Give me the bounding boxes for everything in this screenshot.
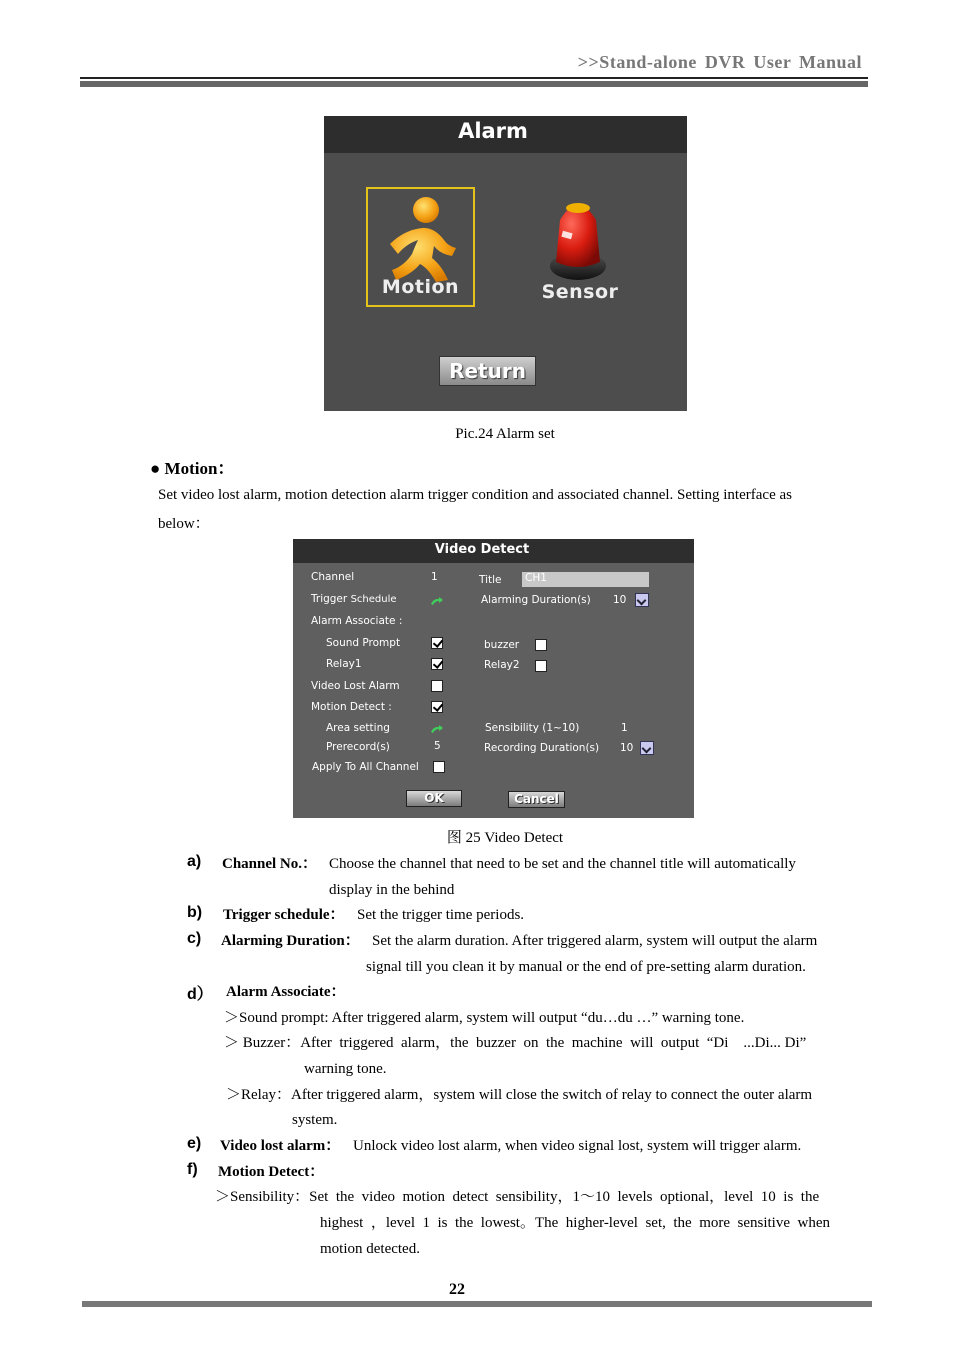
trigger-label: Trigger <box>311 593 348 605</box>
item-a-text-2: display in the behind <box>329 882 455 898</box>
recording-duration-dropdown[interactable] <box>640 741 654 755</box>
video-detect-title: Video Detect <box>434 542 530 557</box>
motion-intro <box>158 481 862 539</box>
item-c-text-1: Set the alarm duration. After triggered alarm, system will output the alarm <box>372 933 818 949</box>
sensibility-value[interactable]: 1 <box>621 722 628 734</box>
item-d2-text-1: ＞ Buzzer：After triggered alarm，the buzzer on the machine will output “Di ...Di... Di” <box>224 1035 807 1051</box>
motion-section-heading: ● Motion： <box>150 459 235 478</box>
recording-duration-value: 10 <box>620 742 634 754</box>
channel-value[interactable]: 1 <box>431 571 438 583</box>
alarming-duration-value: 10 <box>613 594 627 606</box>
sound-prompt-checkbox[interactable] <box>431 637 443 649</box>
figure-caption-24: Pic.24 Alarm set <box>455 426 555 442</box>
prerecord-label: Prerecord(s) <box>326 741 390 753</box>
item-a-text-1: Choose the channel that need to be set and the channel title will automatically <box>329 856 796 872</box>
item-b-text: Set the trigger time periods. <box>357 907 525 923</box>
item-e-label: Video lost alarm： <box>220 1138 341 1154</box>
header-rule-thin <box>80 77 868 79</box>
item-d3-text-2: system. <box>292 1112 338 1128</box>
motion-detect-label: Motion Detect : <box>311 701 392 713</box>
item-f-label: Motion Detect： <box>218 1164 325 1180</box>
alarming-duration-dropdown[interactable] <box>635 593 649 607</box>
schedule-arrow-icon[interactable] <box>431 597 443 605</box>
item-d2-text-2: warning tone. <box>304 1061 387 1077</box>
item-d3-text-1: ＞Relay：After triggered alarm，system will close the switch of relay to connect the outer alarm <box>226 1087 813 1103</box>
intro-line-2: below： <box>158 516 210 532</box>
alarming-duration-label: Alarming Duration(s) <box>481 594 591 606</box>
item-f1-text-3: motion detected. <box>320 1241 420 1257</box>
cancel-button[interactable]: Cancel <box>508 791 565 808</box>
item-f-marker: f) <box>187 1161 198 1178</box>
item-c-label: Alarming Duration： <box>221 933 360 949</box>
footer-rule <box>82 1301 872 1307</box>
item-c-marker: c) <box>187 930 202 947</box>
alarm-dialog <box>324 116 687 411</box>
alarm-siren-icon[interactable] <box>542 196 612 282</box>
alarm-associate-label: Alarm Associate : <box>311 615 403 627</box>
recording-duration-label: Recording Duration(s) <box>484 742 600 754</box>
item-f1-text-2: highest ，level 1 is the lowest。The higher-level set, the more sensitive when <box>320 1215 831 1231</box>
figure-caption-25: 图 25 Video Detect <box>446 830 564 846</box>
relay2-checkbox[interactable] <box>535 660 547 672</box>
item-c-text-2: signal till you clean it by manual or the end of pre-setting alarm duration. <box>366 959 806 975</box>
return-button[interactable]: Return <box>439 356 536 386</box>
alarm-title: Alarm <box>458 119 528 143</box>
video-lost-label: Video Lost Alarm <box>311 680 400 692</box>
intro-line-1: Set video lost alarm, motion detection alarm trigger condition and associated channel. Setting interface as <box>158 487 792 503</box>
item-b-marker: b) <box>187 904 203 921</box>
trigger-schedule-label <box>311 593 397 605</box>
item-d-marker: d） <box>187 986 213 1003</box>
item-d-label: Alarm Associate： <box>226 984 346 1000</box>
item-a-marker: a) <box>187 853 202 870</box>
item-d1-text: ＞Sound prompt: After triggered alarm, system will output “du…du …” warning tone. <box>224 1010 745 1026</box>
header-rule-thick <box>80 81 868 87</box>
running-man-icon <box>382 194 460 282</box>
schedule-label: Schedule <box>350 594 397 605</box>
motion-label: Motion <box>381 276 460 298</box>
sensor-label: Sensor <box>541 281 619 303</box>
buzzer-label: buzzer <box>484 639 520 651</box>
relay1-label: Relay1 <box>326 658 362 670</box>
apply-all-label: Apply To All Channel <box>312 761 419 773</box>
running-header: >>Stand-alone DVR User Manual <box>577 52 862 72</box>
title-label: Title <box>479 574 502 586</box>
video-lost-checkbox[interactable] <box>431 680 443 692</box>
title-field[interactable] <box>522 572 649 587</box>
relay2-label: Relay2 <box>484 659 520 671</box>
item-e-text: Unlock video lost alarm, when video signal lost, system will trigger alarm. <box>353 1138 802 1154</box>
ok-button[interactable]: OK <box>406 790 462 807</box>
area-setting-arrow-icon[interactable] <box>431 725 443 733</box>
area-setting-label: Area setting <box>326 722 390 734</box>
item-a-label: Channel No.： <box>222 856 318 872</box>
sensibility-label: Sensibility (1~10) <box>485 722 580 734</box>
item-b-label: Trigger schedule： <box>223 907 345 923</box>
page-number: 22 <box>449 1281 465 1298</box>
motion-detect-checkbox[interactable] <box>431 701 443 713</box>
sound-prompt-label: Sound Prompt <box>326 637 401 649</box>
prerecord-value[interactable]: 5 <box>434 740 441 752</box>
relay1-checkbox[interactable] <box>431 658 443 670</box>
item-e-marker: e) <box>187 1135 202 1152</box>
channel-label: Channel <box>311 571 355 583</box>
buzzer-checkbox[interactable] <box>535 639 547 651</box>
title-value: CH1 <box>525 572 547 584</box>
apply-all-checkbox[interactable] <box>433 761 445 773</box>
video-detect-dialog <box>293 539 694 818</box>
item-f1-text-1: ＞Sensibility：Set the video motion detect sensibility，1～10 levels optional，level 10 is the <box>215 1189 820 1205</box>
